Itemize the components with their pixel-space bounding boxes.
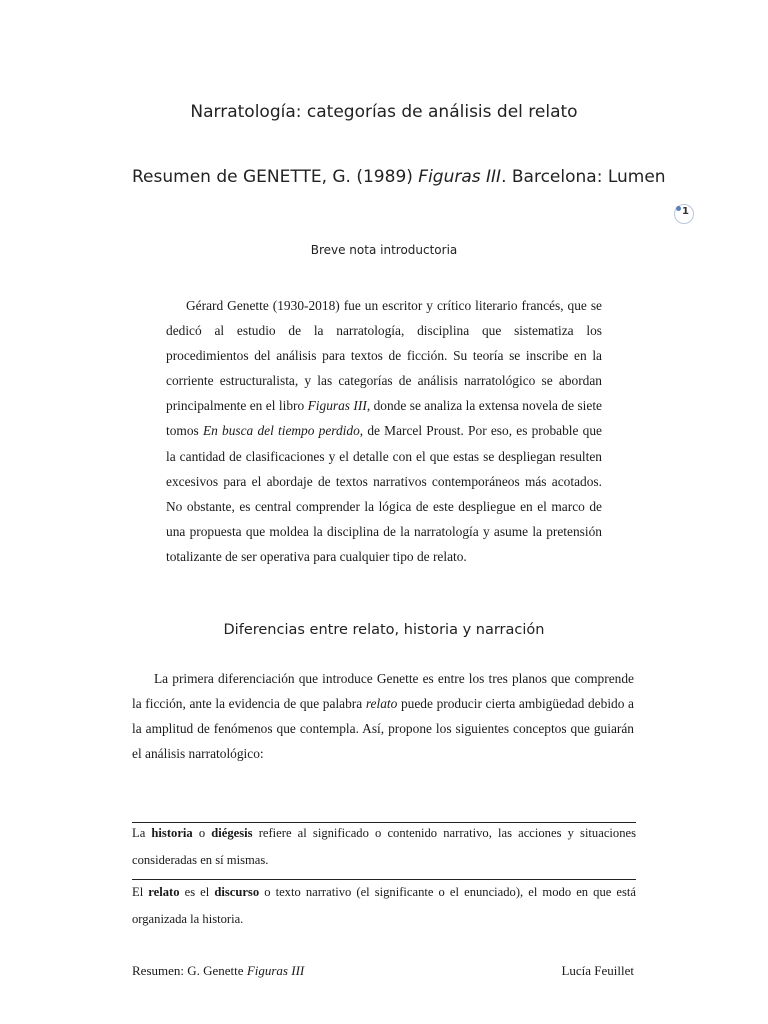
intro-text-3: , de Marcel Proust. Por eso, es probable que la cantidad de clasificaciones y el detalle con el que estas se despliegan resulten excesivos para el abordaje de textos narrativos contemporáneos más acotados. No obstante, es central comprender la lógica de este despliegue en el marco de una propuesta que moldea la disciplina de la narratología y asume la pretensión totalizante de ser operativa para cualquier tipo de relato. (166, 423, 602, 564)
intro-heading: Breve nota introductoria (310, 243, 458, 257)
footer-book-title: Figuras III (246, 963, 305, 978)
document-title: Narratología: categorías de análisis del relato (190, 102, 578, 122)
definition-relato (132, 879, 636, 933)
section-term-relato: relato (365, 696, 398, 712)
intro-book-figuras: Figuras III (307, 398, 367, 414)
section-text-2: puede producir cierta ambigüedad debido a la amplitud de fenómenos que contempla. Así, propone los siguientes conceptos que guiarán el análisis narratológico: (132, 696, 634, 762)
section-paragraph (132, 666, 634, 766)
definition-lead: El (132, 885, 149, 899)
section-heading: Diferencias entre relato, historia y narración (223, 622, 545, 638)
footer-left (132, 963, 304, 979)
definition-term: diégesis (211, 826, 253, 840)
document-subtitle (132, 167, 666, 187)
definition-term: historia (151, 826, 193, 840)
subtitle-prefix: Resumen de GENETTE, G. (1989) (132, 167, 419, 187)
definition-connector: es el (179, 885, 215, 899)
comment-marker-icon[interactable] (674, 204, 694, 224)
section-text-1: La primera diferenciación que introduce Genette es entre los tres planos que comprende la ficción, ante la evidencia de que palabra (132, 671, 634, 712)
definition-term: discurso (214, 885, 260, 899)
definition-text: refiere al significado o contenido narrativo, las acciones y situaciones consideradas en sí mismas. (132, 826, 636, 867)
comment-dot-icon (676, 206, 681, 211)
footer-prefix: Resumen: G. Genette (132, 963, 247, 978)
definition-historia (132, 820, 636, 874)
definition-text: o texto narrativo (el significante o el enunciado), el modo en que está organizada la historia. (132, 885, 636, 926)
intro-book-proust: En busca del tiempo perdido (202, 423, 360, 439)
intro-text-2: , donde se analiza la extensa novela de siete tomos (166, 398, 603, 439)
subtitle-suffix: . Barcelona: Lumen (501, 167, 666, 187)
definition-lead: La (132, 826, 152, 840)
footer-author: Lucía Feuillet (561, 963, 634, 978)
comment-number: 1 (682, 206, 689, 217)
definition-connector: o (192, 826, 212, 840)
intro-paragraph (166, 293, 602, 569)
definition-term: relato (148, 885, 180, 899)
subtitle-book-title: Figuras III (418, 167, 502, 187)
intro-text-1: Gérard Genette (1930-2018) fue un escritor y crítico literario francés, que se dedicó al estudio de la narratología, disciplina que sistematiza los procedimientos del análisis para textos de ficción. Su teoría se inscribe en la corriente estructuralista, y las categorías de análisis narratológico se abordan principalmente en el libro (166, 298, 602, 414)
